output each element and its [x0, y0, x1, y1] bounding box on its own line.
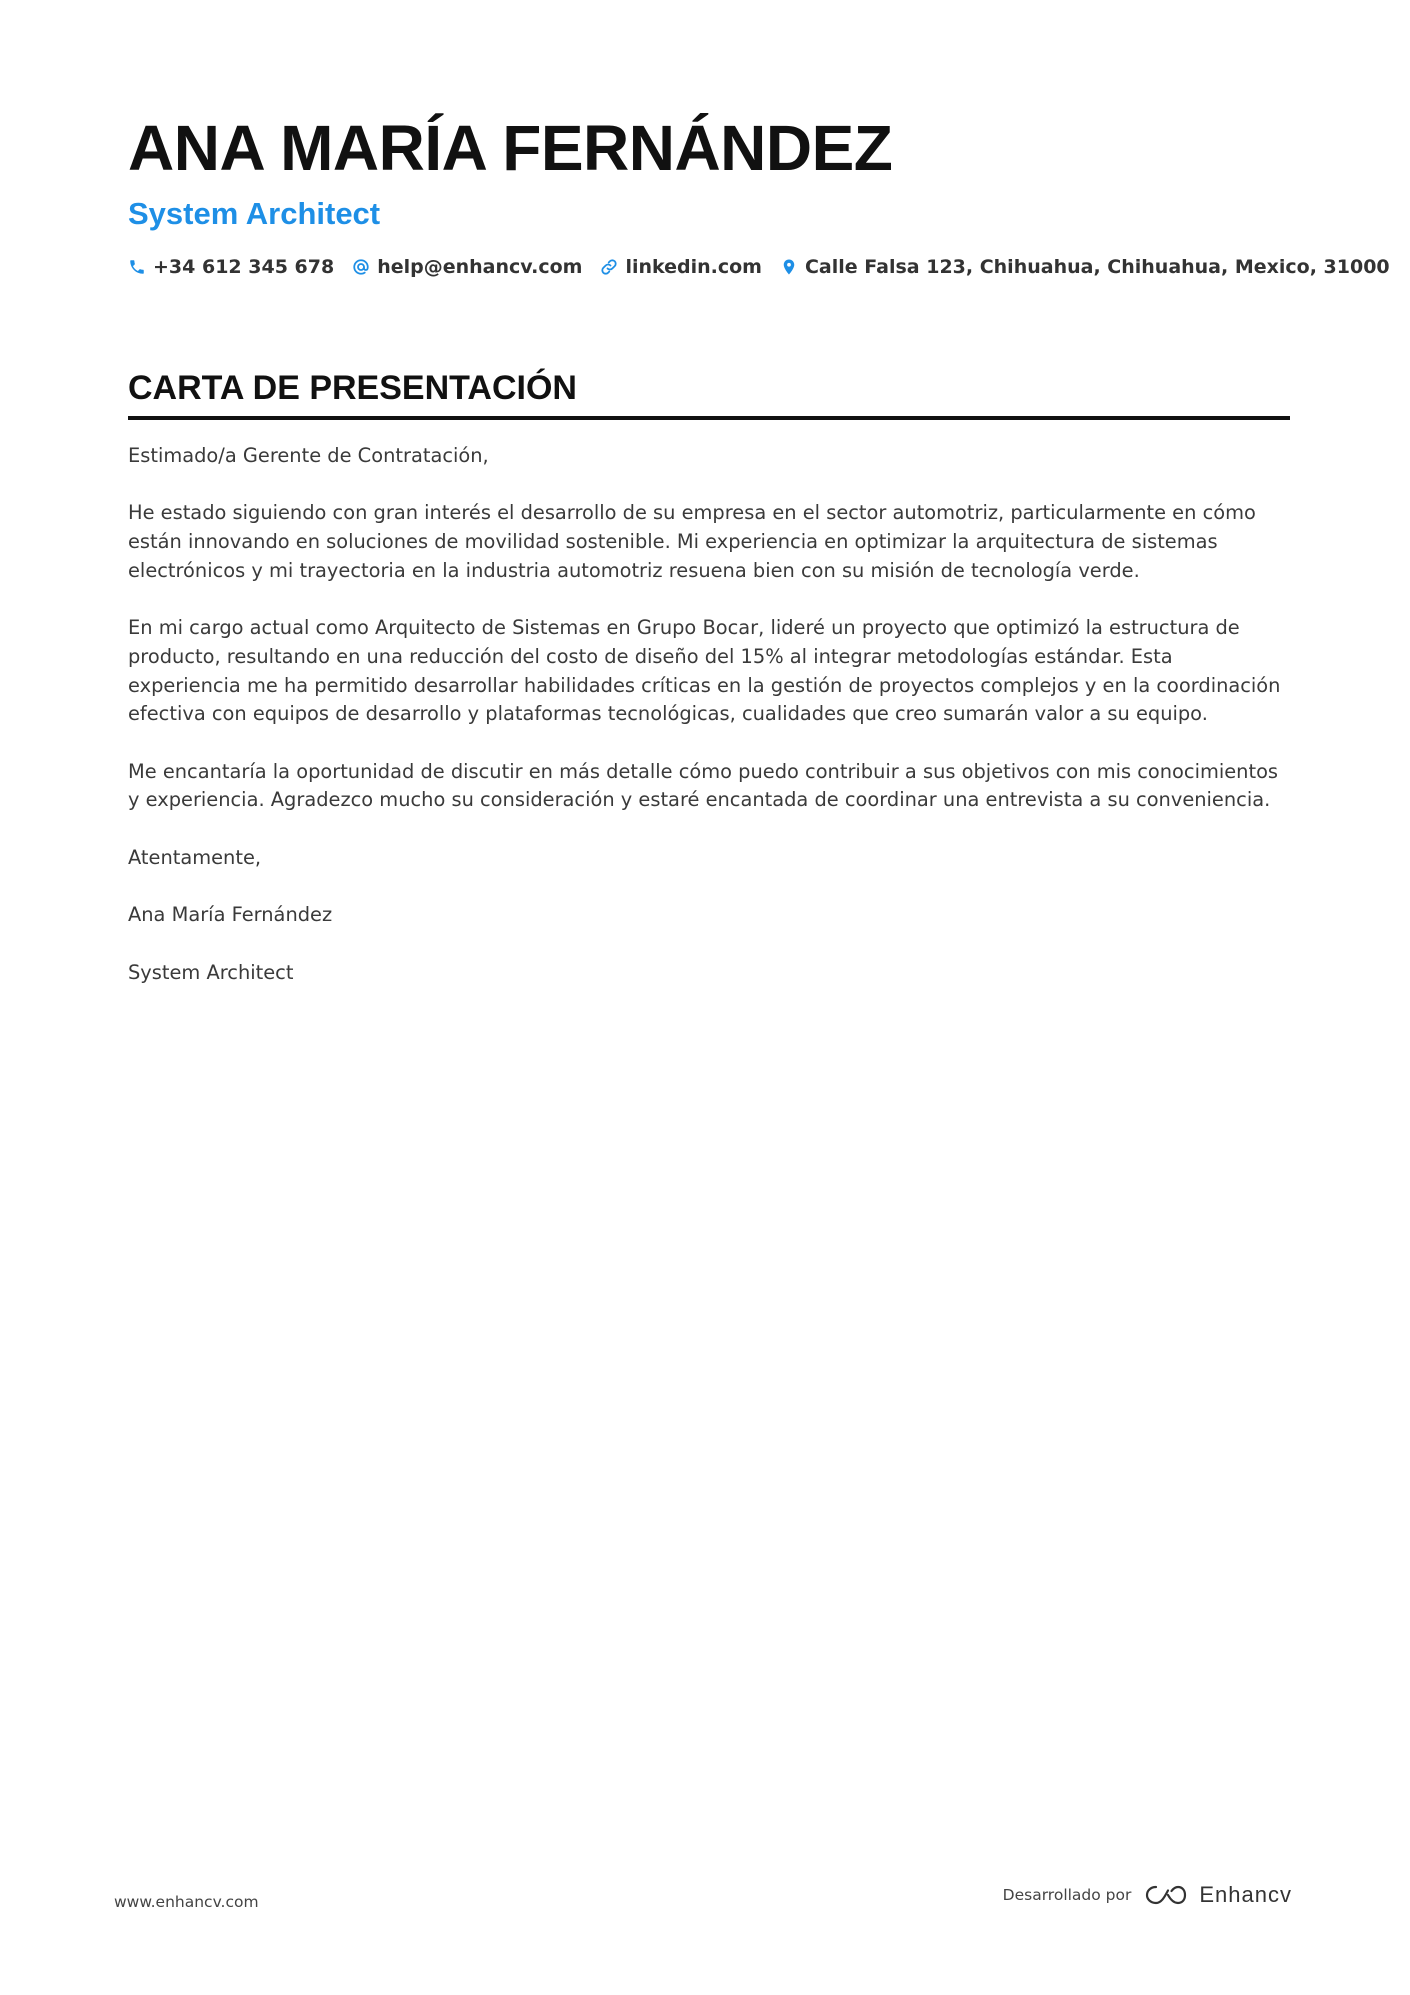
letter-closing: Atentamente, — [128, 845, 262, 869]
contact-email-text[interactable]: help@enhancv.com — [377, 256, 583, 278]
footer-branding — [1003, 1882, 1292, 1908]
contact-address — [780, 256, 1390, 278]
candidate-name: ANA MARÍA FERNÁNDEZ — [128, 112, 893, 184]
section-title: CARTA DE PRESENTACIÓN — [128, 369, 577, 407]
at-icon — [352, 258, 370, 276]
resume-header — [128, 108, 1390, 278]
location-pin-icon — [780, 258, 798, 276]
contact-bar — [128, 256, 1390, 278]
brand-name: Enhancv — [1199, 1882, 1292, 1907]
contact-phone-text: +34 612 345 678 — [153, 256, 335, 278]
contact-address-text: Calle Falsa 123, Chihuahua, Chihuahua, Mexico, 31000 — [804, 256, 1390, 278]
enhancv-logo-icon — [1143, 1882, 1189, 1908]
letter-paragraph: He estado siguiendo con gran interés el desarrollo de su empresa en el sector automotriz, particularmente en cómo están innovando en soluciones de movilidad sostenible. Mi experiencia en optimizar la arquitectura de sistemas electrónicos y mi trayectoria en la industria automotriz resuena bien con su misión de tecnología verde. — [128, 501, 1256, 582]
letter-body — [128, 442, 1290, 987]
contact-linkedin-text[interactable]: linkedin.com — [625, 256, 762, 278]
contact-email[interactable] — [352, 256, 582, 278]
powered-by-label: Desarrollado por — [1002, 1886, 1132, 1904]
footer-website[interactable]: www.enhancv.com — [114, 1893, 259, 1911]
contact-phone — [128, 256, 334, 278]
letter-salutation: Estimado/a Gerente de Contratación, — [128, 444, 489, 467]
link-icon — [600, 258, 618, 276]
letter-paragraph: Me encantaría la oportunidad de discutir en más detalle cómo puedo contribuir a sus objetivos con mis conocimientos y experiencia. Agradezco mucho su consideración y estaré encantada de coordinar una entrevista a su conveniencia. — [128, 759, 1279, 812]
phone-icon — [128, 258, 146, 276]
section-divider — [128, 416, 1290, 420]
contact-linkedin[interactable] — [600, 256, 762, 278]
candidate-title: System Architect — [128, 196, 381, 231]
letter-paragraph: En mi cargo actual como Arquitecto de Sistemas en Grupo Bocar, lideré un proyecto que optimizó la estructura de producto, resultando en una reducción del costo de diseño del 15% al integrar metodologías estándar. Esta experiencia me ha permitido desarrollar habilidades críticas en la gestión de proyectos complejos y en la coordinación efectiva con equipos de desarrollo y plataformas tecnológicas, cualidades que creo sumarán valor a su equipo. — [128, 616, 1281, 726]
cover-letter-section — [128, 366, 1290, 1016]
signature-name: Ana María Fernández — [128, 903, 333, 927]
signature-title: System Architect — [128, 960, 294, 984]
